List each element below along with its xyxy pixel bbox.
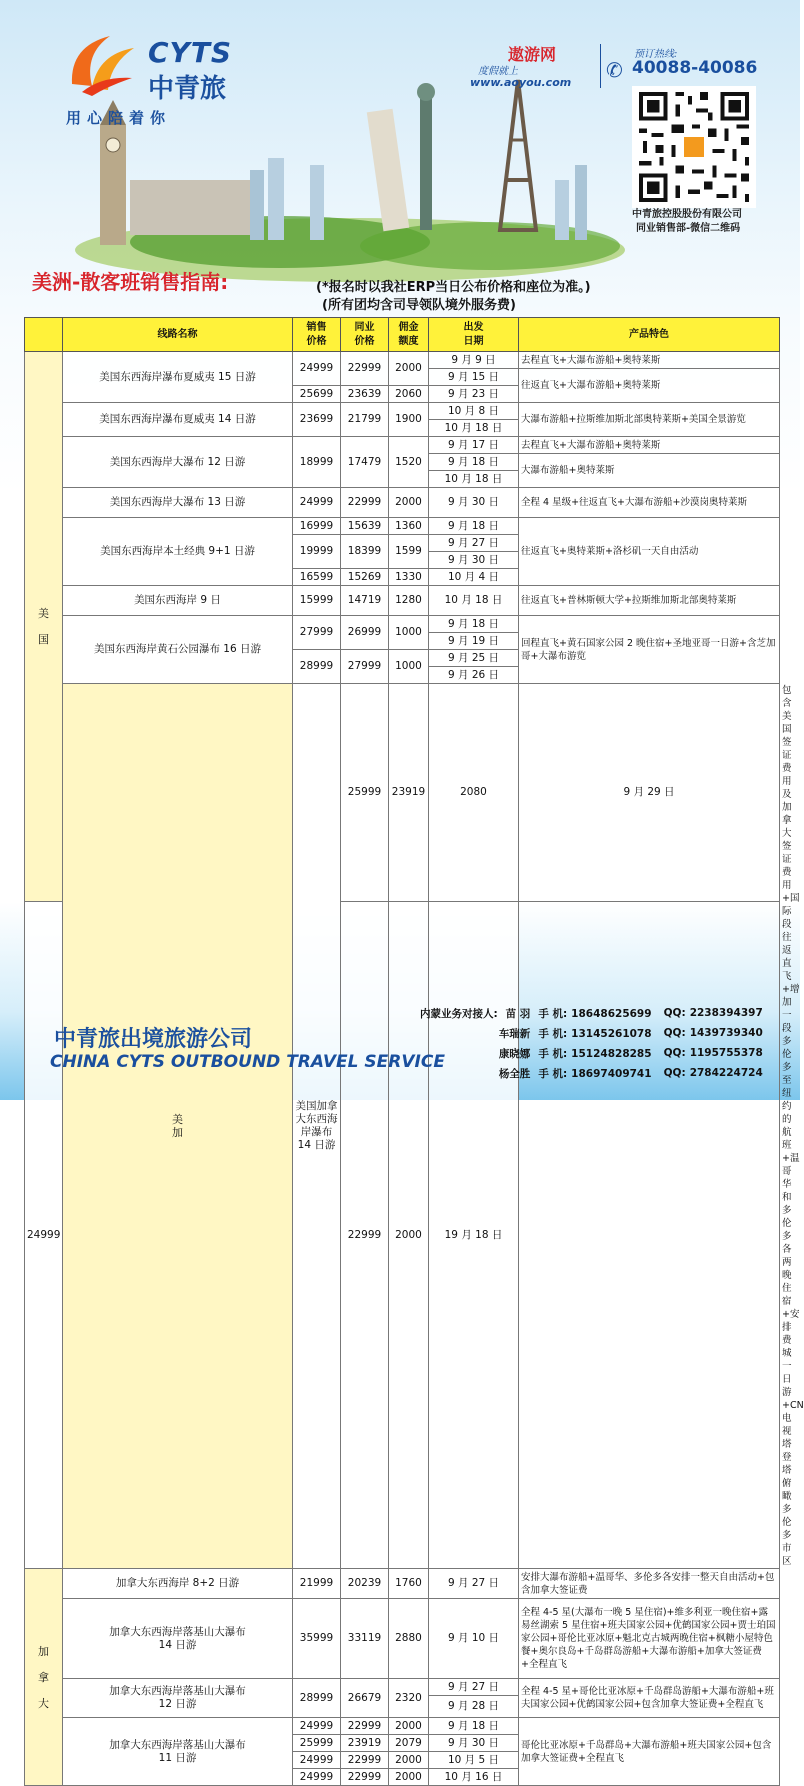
retail-price: 28999 <box>293 650 341 684</box>
mobile-label: 手 机: <box>538 1067 568 1080</box>
mobile-label: 手 机: <box>538 1007 568 1020</box>
contact-qq[interactable]: 2238394397 <box>689 1007 763 1019</box>
peer-price: 26999 <box>341 616 389 650</box>
commission: 2000 <box>389 488 429 518</box>
departure-date: 9 月 15 日 <box>429 369 519 386</box>
departure-date: 9 月 30 日 <box>429 552 519 569</box>
contact-list <box>405 1003 785 1083</box>
contact-name: 车瑞新 <box>498 1027 531 1040</box>
feature-text: 往返直飞+普林斯顿大学+拉斯维加斯北部奥特莱斯 <box>519 586 780 616</box>
commission: 2000 <box>389 1718 429 1735</box>
commission: 2000 <box>389 1769 429 1786</box>
qq-label: QQ: <box>663 1067 686 1079</box>
route-name: 美国东西海岸瀑布夏威夷 15 日游 <box>63 352 293 403</box>
table-row <box>25 518 780 535</box>
phone-icon: ✆ <box>606 58 623 82</box>
retail-price: 35999 <box>293 1599 341 1679</box>
commission: 1900 <box>389 403 429 437</box>
commission: 2000 <box>389 352 429 386</box>
peer-price: 33119 <box>341 1599 389 1679</box>
contact-row <box>405 1063 785 1083</box>
departure-date: 9 月 27 日 <box>429 1569 519 1599</box>
logo-text-cn: 中青旅 <box>148 74 227 104</box>
peer-price: 27999 <box>341 650 389 684</box>
col-route: 线路名称 <box>63 318 293 352</box>
feature-text: 去程直飞+大瀑布游船+奥特莱斯 <box>519 352 780 369</box>
peer-price: 22999 <box>341 1752 389 1769</box>
qr-caption-dept: 同业销售部-微信二维码 <box>636 223 741 234</box>
departure-date: 10 月 18 日 <box>429 420 519 437</box>
cyts-logo-icon <box>62 26 140 98</box>
peer-price: 22999 <box>341 902 389 1569</box>
retail-price: 24999 <box>293 1769 341 1786</box>
route-name: 加拿大东西海岸 8+2 日游 <box>63 1569 293 1599</box>
contact-row <box>405 1003 785 1023</box>
contact-qq[interactable]: 2784224724 <box>689 1067 763 1079</box>
mobile-label: 手 机: <box>538 1047 568 1060</box>
mobile-label: 手 机: <box>538 1027 568 1040</box>
company-name-en: CHINA CYTS OUTBOUND TRAVEL SERVICE <box>50 1052 445 1072</box>
peer-price: 23919 <box>341 1735 389 1752</box>
commission: 2000 <box>389 1752 429 1769</box>
peer-price: 22999 <box>341 488 389 518</box>
col-departure: 出发 日期 <box>429 318 519 352</box>
company-name-cn: 中青旅出境旅游公司 <box>54 1027 253 1052</box>
commission: 1280 <box>389 586 429 616</box>
header-divider <box>600 44 601 88</box>
contacts-lead-label: 内蒙业务对接人: <box>419 1007 498 1020</box>
aoyou-url[interactable]: www.aoyou.com <box>470 76 572 89</box>
retail-price: 24999 <box>293 488 341 518</box>
retail-price: 24999 <box>25 902 63 1569</box>
departure-date: 9 月 30 日 <box>429 488 519 518</box>
feature-text: 全程 4-5 星+哥伦比亚冰原+千岛群岛游船+大瀑布游船+班夫国家公园+优鹤国家公园+包含加拿大签证费+全程直飞 <box>519 1679 780 1718</box>
commission: 1000 <box>389 616 429 650</box>
table-row <box>25 352 780 369</box>
contact-name: 苗 羽 <box>505 1007 531 1020</box>
peer-price: 14719 <box>341 586 389 616</box>
col-commission: 佣金 额度 <box>389 318 429 352</box>
route-name: 加拿大东西海岸落基山大瀑布 14 日游 <box>63 1599 293 1679</box>
table-row <box>25 437 780 454</box>
peer-price: 22999 <box>341 1769 389 1786</box>
contact-row <box>405 1043 785 1063</box>
feature-text: 往返直飞+奥特莱斯+洛杉矶一天自由活动 <box>519 518 780 586</box>
route-name: 美国东西海岸 9 日 <box>63 586 293 616</box>
departure-date: 19 月 18 日 <box>429 902 519 1569</box>
contact-name: 杨全胜 <box>498 1067 531 1080</box>
commission: 2079 <box>389 1735 429 1752</box>
peer-price: 15269 <box>341 569 389 586</box>
contact-mobile[interactable]: 13145261078 <box>571 1027 652 1040</box>
peer-price: 23639 <box>341 386 389 403</box>
contact-qq[interactable]: 1195755378 <box>689 1047 763 1059</box>
route-name: 加拿大东西海岸落基山大瀑布 11 日游 <box>63 1718 293 1786</box>
table-row <box>25 403 780 420</box>
retail-price: 19999 <box>293 535 341 569</box>
table-row: 美 加 美国加拿大东西海岸瀑布 14 日游 25999 23919 2080 9 月 29 日 包含美国签证费用及加拿大签证费用+国际段往返直飞+增加一段多伦多至纽约的航班+温哥华和多伦多各两晚住宿+安排费城一日游+CN 电视塔登塔俯瞰多伦多市区 <box>25 684 780 902</box>
feature-text: 哥伦比亚冰原+千岛群岛+大瀑布游船+班夫国家公园+包含加拿大签证费+全程直飞 <box>519 1718 780 1786</box>
qq-label: QQ: <box>663 1007 686 1019</box>
table-row <box>25 616 780 633</box>
departure-date: 9 月 18 日 <box>429 454 519 471</box>
table-row <box>25 1569 780 1599</box>
feature-text: 大瀑布游船+奥特莱斯 <box>519 454 780 488</box>
qq-label: QQ: <box>663 1027 686 1039</box>
route-name: 美国加拿大东西海岸瀑布 14 日游 <box>293 684 341 1569</box>
feature-text: 全程 4 星级+往返直飞+大瀑布游船+沙漠岗奥特莱斯 <box>519 488 780 518</box>
col-region <box>25 318 63 352</box>
page-title: 美洲-散客班销售指南: <box>32 270 229 294</box>
peer-price: 23919 <box>389 684 429 902</box>
commission: 2880 <box>389 1599 429 1679</box>
retail-price: 23699 <box>293 403 341 437</box>
table-row <box>25 488 780 518</box>
feature-text: 大瀑布游船+拉斯维加斯北部奥特莱斯+美国全景游览 <box>519 403 780 437</box>
retail-price: 24999 <box>293 352 341 386</box>
feature-text: 去程直飞+大瀑布游船+奥特莱斯 <box>519 437 780 454</box>
commission: 1000 <box>389 650 429 684</box>
price-note: (*报名时以我社ERP当日公布价格和座位为准。) <box>316 280 591 295</box>
retail-price: 24999 <box>293 1718 341 1735</box>
departure-date: 10 月 16 日 <box>429 1769 519 1786</box>
table-row <box>25 1718 780 1735</box>
departure-date: 9 月 29 日 <box>519 684 780 902</box>
departure-date: 9 月 10 日 <box>429 1599 519 1679</box>
departure-date: 9 月 9 日 <box>429 352 519 369</box>
hotline-label: 预订热线: <box>634 49 678 60</box>
region-usa: 美 国 <box>25 352 63 902</box>
peer-price: 22999 <box>341 352 389 386</box>
slogan: 用心陪着你 <box>66 109 172 127</box>
col-retail-price: 销售 价格 <box>293 318 341 352</box>
col-features: 产品特色 <box>519 318 780 352</box>
retail-price: 16999 <box>293 518 341 535</box>
departure-date: 10 月 5 日 <box>429 1752 519 1769</box>
commission: 2000 <box>389 902 429 1569</box>
departure-date: 10 月 18 日 <box>429 471 519 488</box>
departure-date: 9 月 17 日 <box>429 437 519 454</box>
departure-date: 9 月 27 日 <box>429 1679 519 1696</box>
table-header-row <box>25 318 780 352</box>
departure-date: 9 月 18 日 <box>429 616 519 633</box>
commission: 1360 <box>389 518 429 535</box>
region-canada: 加 拿 大 <box>25 1569 63 1786</box>
peer-price: 17479 <box>341 437 389 488</box>
route-name: 美国东西海岸瀑布夏威夷 14 日游 <box>63 403 293 437</box>
wechat-qr-code[interactable] <box>632 86 756 208</box>
departure-date: 9 月 23 日 <box>429 386 519 403</box>
contact-qq[interactable]: 1439739340 <box>689 1027 763 1039</box>
table-row <box>25 1679 780 1696</box>
departure-date: 9 月 27 日 <box>429 535 519 552</box>
route-name: 美国东西海岸黄石公园瀑布 16 日游 <box>63 616 293 684</box>
commission: 1520 <box>389 437 429 488</box>
feature-text: 回程直飞+黄石国家公园 2 晚住宿+圣地亚哥一日游+含芝加哥+大瀑布游览 <box>519 616 780 684</box>
aoyou-logo: 遨游网 <box>508 45 557 64</box>
retail-price: 18999 <box>293 437 341 488</box>
peer-price: 15639 <box>341 518 389 535</box>
qr-caption-company: 中青旅控股股份有限公司 <box>632 209 742 220</box>
aoyou-tagline: 度假就上 <box>478 66 518 77</box>
departure-date: 9 月 28 日 <box>429 1696 519 1718</box>
retail-price: 27999 <box>293 616 341 650</box>
departure-date: 9 月 19 日 <box>429 633 519 650</box>
table-row <box>25 1599 780 1679</box>
departure-date: 9 月 26 日 <box>429 667 519 684</box>
peer-price: 21799 <box>341 403 389 437</box>
hotline-number[interactable]: 40088-40086 <box>632 58 758 78</box>
commission: 2080 <box>429 684 519 902</box>
retail-price: 25699 <box>293 386 341 403</box>
retail-price: 25999 <box>293 1735 341 1752</box>
retail-price: 16599 <box>293 569 341 586</box>
departure-date: 10 月 4 日 <box>429 569 519 586</box>
peer-price: 18399 <box>341 535 389 569</box>
contact-mobile[interactable]: 15124828285 <box>571 1047 652 1060</box>
departure-date: 10 月 8 日 <box>429 403 519 420</box>
commission: 1599 <box>389 535 429 569</box>
feature-text: 安排大瀑布游船+温哥华、多伦多各安排一整天自由活动+包含加拿大签证费 <box>519 1569 780 1599</box>
peer-price: 22999 <box>341 1718 389 1735</box>
retail-price: 24999 <box>293 1752 341 1769</box>
route-name: 美国东西海岸大瀑布 12 日游 <box>63 437 293 488</box>
route-name: 美国东西海岸大瀑布 13 日游 <box>63 488 293 518</box>
retail-price: 15999 <box>293 586 341 616</box>
table-row <box>25 586 780 616</box>
contact-mobile[interactable]: 18648625699 <box>571 1007 652 1020</box>
departure-date: 9 月 30 日 <box>429 1735 519 1752</box>
col-peer-price: 同业 价格 <box>341 318 389 352</box>
region-us-canada: 美 加 <box>63 684 293 1569</box>
contact-name: 康晓娜 <box>498 1047 531 1060</box>
retail-price: 21999 <box>293 1569 341 1599</box>
commission: 2060 <box>389 386 429 403</box>
route-name: 加拿大东西海岸落基山大瀑布 12 日游 <box>63 1679 293 1718</box>
retail-price: 25999 <box>341 684 389 902</box>
commission: 2320 <box>389 1679 429 1718</box>
route-name: 美国东西海岸本土经典 9+1 日游 <box>63 518 293 586</box>
service-fee-note: (所有团均含司导领队境外服务费) <box>322 298 516 313</box>
departure-date: 9 月 18 日 <box>429 518 519 535</box>
peer-price: 26679 <box>341 1679 389 1718</box>
feature-text: 全程 4-5 星(大瀑布一晚 5 星住宿)+维多利亚一晚住宿+露易丝湖索 5 星住宿+班夫国家公园+优鹤国家公园+贾士珀国家公园+哥伦比亚冰原+魁北克古城两晚住宿+枫糖小屋特色餐+奥尔良岛+千岛群岛游船+大瀑布游船+加拿大签证费+全程直飞 <box>519 1599 780 1679</box>
contact-mobile[interactable]: 18697409741 <box>571 1067 652 1080</box>
contact-row <box>405 1023 785 1043</box>
logo-text-en: CYTS <box>148 36 233 69</box>
peer-price: 20239 <box>341 1569 389 1599</box>
qq-label: QQ: <box>663 1047 686 1059</box>
commission: 1330 <box>389 569 429 586</box>
departure-date: 10 月 18 日 <box>429 586 519 616</box>
departure-date: 9 月 25 日 <box>429 650 519 667</box>
feature-text: 往返直飞+大瀑布游船+奥特莱斯 <box>519 369 780 403</box>
retail-price: 28999 <box>293 1679 341 1718</box>
departure-date: 9 月 18 日 <box>429 1718 519 1735</box>
commission: 1760 <box>389 1569 429 1599</box>
